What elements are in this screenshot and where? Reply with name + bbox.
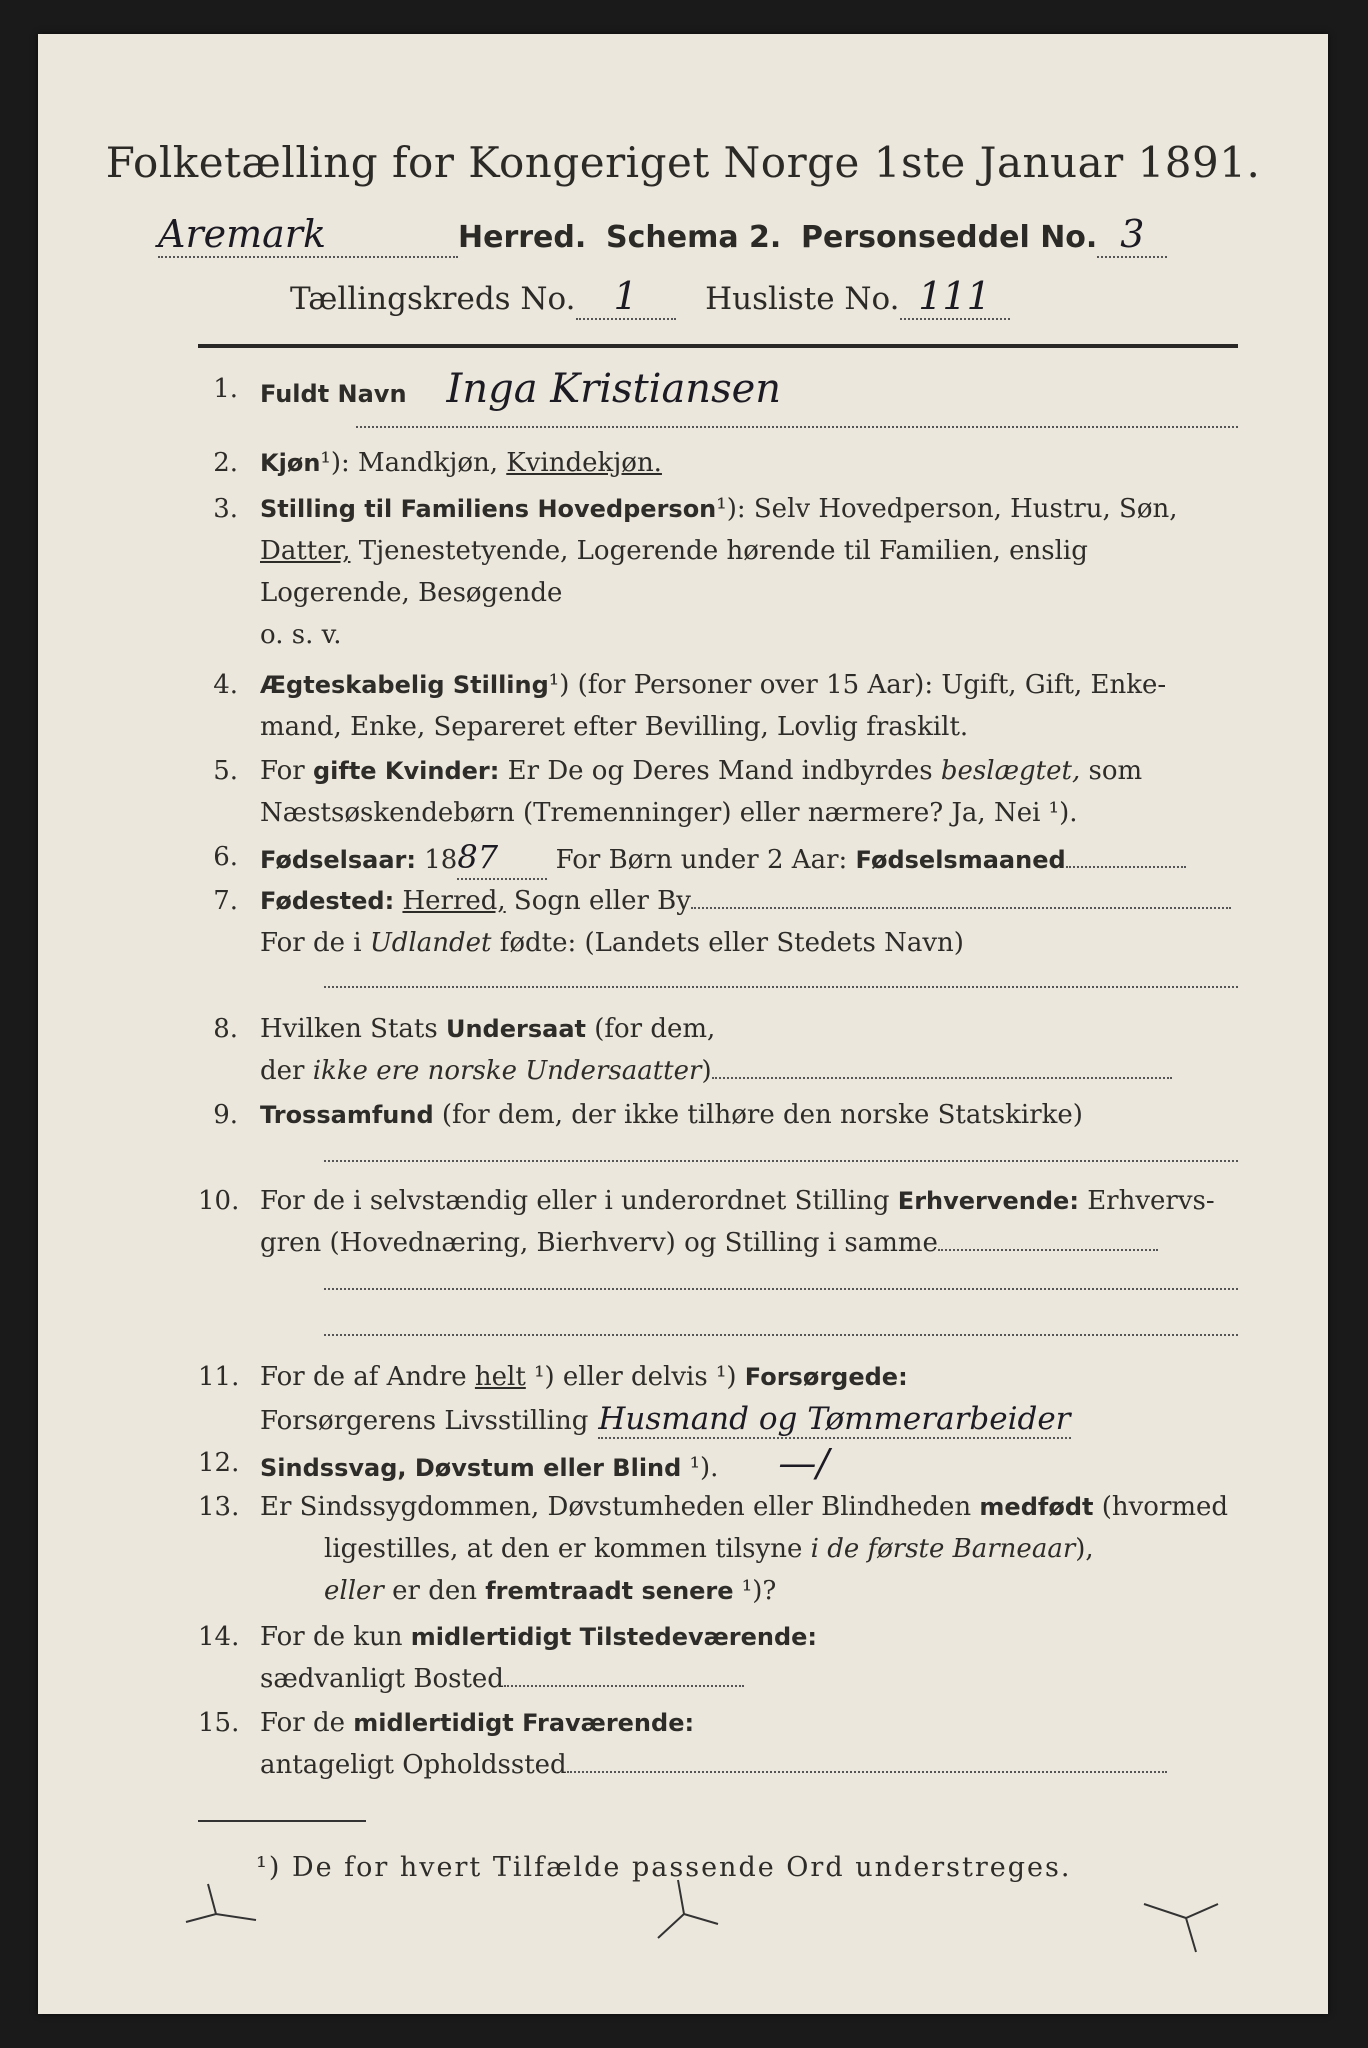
item-15-temporary-absent <box>198 1702 1238 1792</box>
item-label: Sindssvag, Døvstum eller Blind <box>260 1454 682 1482</box>
herred-label: Herred. <box>458 220 587 255</box>
item-number: 2. <box>213 448 238 478</box>
birth-year-handwritten: 87 <box>457 836 547 880</box>
item-text <box>260 1702 1238 1786</box>
form-title: Folketælling for Kongeriget Norge 1ste Januar 1891. <box>105 138 1261 187</box>
item-10-occupation <box>198 1180 1238 1270</box>
item-text-pre: For de af Andre <box>260 1362 475 1392</box>
item-text-post: ¹)? <box>733 1576 777 1606</box>
item-label: Fødested: <box>260 887 395 915</box>
item-text-pre: For <box>260 756 313 786</box>
item-number: 11. <box>198 1362 240 1392</box>
item-13-congenital <box>198 1486 1238 1616</box>
item-text-line2: ), <box>1075 1534 1094 1564</box>
husliste-label: Husliste No. <box>705 281 900 317</box>
item-text: Erhvervs- <box>1078 1186 1215 1216</box>
item-text-pre: For de <box>260 1708 354 1738</box>
header-line-kreds <box>290 274 1010 320</box>
item-text-line2: fødte: (Landets eller Stedets Navn) <box>491 928 964 958</box>
personseddel-handwritten: 3 <box>1097 212 1167 258</box>
footnote: ¹) De for hvert Tilfælde passende Ord understreges. <box>256 1852 1072 1883</box>
item-options-line4: o. s. v. <box>260 620 342 650</box>
item-number: 4. <box>213 670 238 700</box>
item-text <box>260 1486 1238 1612</box>
item-text <box>260 750 1238 834</box>
item-options-line2: Tjenestetyende, Logerende hørende til Familien, enslig <box>350 536 1088 566</box>
item-text-line2: ) <box>701 1056 712 1086</box>
item-label: Erhvervende: <box>897 1187 1079 1215</box>
item-options-line3: Logerende, Besøgende <box>260 578 563 608</box>
registration-mark-left <box>178 1874 268 1934</box>
option-underlined: Kvindekjøn. <box>506 448 662 478</box>
item-text-line3: er den <box>383 1576 486 1606</box>
item-text <box>260 368 1238 415</box>
item-number: 10. <box>198 1186 240 1216</box>
item-label: gifte Kvinder: <box>312 757 500 785</box>
item-italic: eller <box>324 1576 384 1606</box>
item-3-family-position <box>198 488 1238 658</box>
item-number: 9. <box>213 1100 238 1130</box>
item-text: (for dem, <box>585 1014 716 1044</box>
schema-label: Schema 2. <box>605 220 782 255</box>
item-text-pre: For de kun <box>260 1622 411 1652</box>
kreds-handwritten: 1 <box>576 274 676 320</box>
item-number: 13. <box>198 1492 240 1522</box>
item-text <box>260 880 1238 964</box>
item-text <box>260 1094 1238 1136</box>
item-label-2: Fødselsmaaned <box>855 846 1066 874</box>
herred-handwritten: Aremark <box>158 212 458 258</box>
item-label: Kjøn <box>260 449 321 477</box>
item-number: 7. <box>213 886 238 916</box>
item-label: Fødselsaar: <box>260 846 416 874</box>
item-italic: beslægtet, <box>940 756 1081 786</box>
item-text-pre: der <box>260 1056 313 1086</box>
item-options: Sogn eller By <box>505 886 691 916</box>
item-text <box>260 1442 1238 1489</box>
item-5-married-women <box>198 750 1238 840</box>
option-underlined: Herred, <box>402 886 506 916</box>
supporter-occupation-handwritten: Husmand og Tømmerarbeider <box>598 1401 1071 1437</box>
item-text-year: 18 <box>416 845 458 875</box>
item-text <box>260 1180 1238 1264</box>
item-14-temporary-present <box>198 1616 1238 1706</box>
header-line-herred <box>158 212 1167 258</box>
item-8-citizenship <box>198 1008 1238 1098</box>
item-number: 14. <box>198 1622 240 1652</box>
item-text-pre: For de i selvstændig eller i underordnet Stilling <box>260 1186 898 1216</box>
option-underlined: Datter, <box>260 536 351 566</box>
item-question: Er De og Deres Mand indbyrdes <box>499 756 941 786</box>
item-text <box>260 1356 1238 1442</box>
item-number: 15. <box>198 1708 240 1738</box>
dotline <box>712 1067 1172 1079</box>
item-text-pre: Er Sindssygdommen, Døvstumheden eller Blindheden <box>260 1492 980 1522</box>
item-text <box>260 1008 1238 1092</box>
item-text: (for dem, der ikke tilhøre den norske Statskirke) <box>433 1100 1083 1130</box>
item-text: ¹). <box>681 1453 719 1483</box>
item-label-2: fremtraadt senere <box>485 1577 734 1605</box>
name-handwritten: Inga Kristiansen <box>446 366 782 412</box>
dotline-birthplace <box>324 986 1238 988</box>
item-number: 8. <box>213 1014 238 1044</box>
dotline-occupation-2 <box>324 1334 1238 1336</box>
item-label: Trossamfund <box>260 1101 434 1129</box>
item-text-line2: antageligt Opholdssted <box>260 1750 567 1780</box>
item-text-pre: For de i <box>260 928 370 958</box>
item-text-pre: Hvilken Stats <box>260 1014 446 1044</box>
item-text-2: For Børn under 2 Aar: <box>547 845 856 875</box>
item-text <box>260 664 1238 748</box>
husliste-handwritten: 111 <box>900 274 1010 320</box>
item-label: Undersaat <box>445 1015 586 1043</box>
item-text <box>260 1616 1238 1700</box>
item-number: 12. <box>198 1448 240 1478</box>
dotline-occupation-1 <box>324 1288 1238 1290</box>
item-text-line2: sædvanligt Bosted <box>260 1664 504 1694</box>
item-label: medfødt <box>979 1493 1094 1521</box>
footnote-rule <box>198 1820 366 1822</box>
item-options: ¹): Selv Hovedperson, Hustru, Søn, <box>716 494 1178 524</box>
item-question-line2: Næstsøskendebørn (Tremenninger) eller nærmere? Ja, Nei ¹). <box>260 798 1078 828</box>
item-text-line2: Forsørgerens Livsstilling <box>260 1406 589 1436</box>
item-italic: i de første Barneaar <box>810 1534 1076 1564</box>
disability-handwritten: —/ <box>778 1441 830 1485</box>
kreds-label: Tællingskreds No. <box>290 281 576 317</box>
dotline-religion <box>324 1160 1238 1162</box>
item-1-full-name <box>198 368 1238 428</box>
item-number: 6. <box>213 842 238 872</box>
item-text <box>260 836 1238 881</box>
item-text-pre: ligestilles, at den er kommen tilsyne <box>324 1534 811 1564</box>
item-text-line2: gren (Hovednæring, Bierhverv) og Stilling i samme <box>260 1228 938 1258</box>
registration-mark-right <box>1138 1894 1228 1964</box>
item-text: (hvormed <box>1093 1492 1229 1522</box>
item-11-supported <box>198 1356 1238 1446</box>
item-text-post: som <box>1080 756 1143 786</box>
item-text: ¹) eller delvis ¹) <box>525 1362 745 1392</box>
dotline <box>938 1239 1158 1251</box>
item-label: Fuldt Navn <box>260 380 407 408</box>
registration-mark-center <box>648 1874 738 1954</box>
personseddel-label: Personseddel No. <box>801 220 1098 255</box>
dotline <box>691 897 1231 909</box>
option-underlined: helt <box>474 1362 526 1392</box>
dotline <box>1066 856 1186 868</box>
item-text <box>260 442 1238 484</box>
dotline <box>567 1761 1167 1773</box>
item-4-marital-status <box>198 664 1238 754</box>
header-divider <box>198 344 1238 348</box>
item-label: Forsørgede: <box>744 1363 908 1391</box>
item-options-line2: mand, Enke, Separeret efter Bevilling, Lovlig fraskilt. <box>260 712 969 742</box>
dotline-name <box>356 426 1238 428</box>
item-number: 5. <box>213 756 238 786</box>
item-options: ¹): Mandkjøn, <box>320 448 507 478</box>
census-form-sheet <box>38 34 1328 2014</box>
item-label: midlertidigt Fraværende: <box>353 1709 695 1737</box>
item-7-birthplace <box>198 880 1238 970</box>
item-number: 1. <box>213 374 238 404</box>
item-italic: Udlandet <box>369 928 492 958</box>
item-label: Ægteskabelig Stilling <box>260 671 549 699</box>
item-options: ¹) (for Personer over 15 Aar): Ugift, Gift, Enke- <box>548 670 1167 700</box>
item-italic: ikke ere norske Undersaatter <box>312 1056 702 1086</box>
item-number: 3. <box>213 494 238 524</box>
dotline <box>504 1675 744 1687</box>
item-label: Stilling til Familiens Hovedperson <box>260 495 717 523</box>
item-label: midlertidigt Tilstedeværende: <box>410 1623 818 1651</box>
item-text <box>260 488 1238 656</box>
